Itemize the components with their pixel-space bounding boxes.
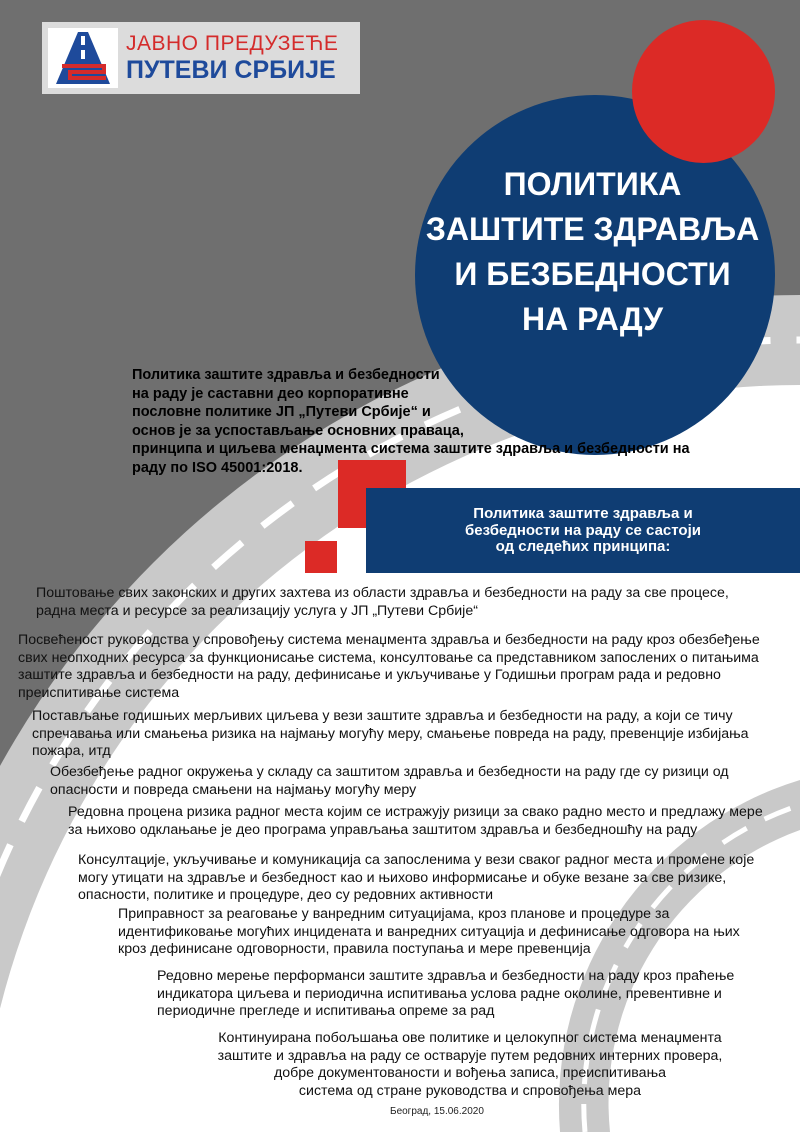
principle-line: добре документованости и вођења записа, преиспитивања <box>274 1065 666 1081</box>
principle-item-6 <box>78 852 754 905</box>
principle-line: система од стране руководства и спровођења мера <box>298 1082 642 1099</box>
banner-line: од следећих принципа: <box>495 538 671 555</box>
banner-line: Политика заштите здравља и <box>473 505 693 522</box>
principle-line: Редовна процена ризика радног места којим се истражују ризици за свако радно место и предлажу мере <box>68 804 763 820</box>
principle-line: опасности, политике и процедуре, део су редовних активности <box>78 887 494 903</box>
principle-line: за њихово одклањање је део програма управљања заштитом здравља и безбедношћу на раду <box>68 821 698 838</box>
intro-line: раду по ISO 45001:2018. <box>132 459 303 476</box>
company-logo <box>42 22 360 94</box>
principle-line: Консултације, укључивање и комуникација са запосленима у вези сваког радног места и промене које <box>78 852 755 868</box>
principle-line: заштите здравља и безбедности на раду, дефинисање и укључивање у Годишњи програм рада и редовно <box>18 667 721 683</box>
principle-line: пожара, итд <box>32 743 111 759</box>
principle-line: идентификовање могућих инцидената и ванредних ситуација и дефинисање одговора на њих <box>118 923 740 940</box>
principle-line: Посвећеност руководства у спровођењу система менаџмента здравља и безбедности на раду кроз обезбеђење <box>18 632 760 648</box>
principle-line: периодичне прегледе и испитивања опреме за рад <box>157 1003 495 1019</box>
principle-line: Постављање годишњих мерљивих циљева у вези заштите здравља и безбедности на раду, а који се тичу <box>32 708 733 724</box>
road-sign-logo-icon <box>48 28 118 88</box>
title-line: НА РАДУ <box>521 301 664 337</box>
intro-line: пословне политике ЈП „Путеви Србије“ и <box>132 404 431 420</box>
logo-line-1: ЈАВНО ПРЕДУЗЕЋЕ <box>126 32 339 55</box>
page-title <box>420 162 765 342</box>
principle-line: могу утицати на здравље и безбедност као и њихово информисање и обуке везане за све ризике, <box>78 869 727 886</box>
logo-line-2: ПУТЕВИ СРБИЈЕ <box>126 56 336 84</box>
principle-line: опасности и повреда смањени на најмању могућу меру <box>50 781 417 798</box>
intro-line: на раду је саставни део корпоративне <box>132 385 409 402</box>
principle-line: заштите и здравља на раду се остварује путем редовних интерних провера, <box>217 1047 723 1064</box>
principle-item-9 <box>210 1030 730 1100</box>
principle-line: радна места и ресурсе за реализацију услуга у ЈП „Путеви Србије“ <box>36 602 478 619</box>
intro-paragraph <box>132 366 772 477</box>
intro-line: принципа и циљева менаџмента система заштите здравља и безбедности на <box>132 441 690 457</box>
principle-line: кроз дефинисане одговорности, правила поступања и мере превенција <box>118 941 591 957</box>
principle-line: преиспитивање система <box>18 684 180 701</box>
title-line: ПОЛИТИКА <box>503 166 682 202</box>
intro-line: основ је за успостављање основних праваца, <box>132 422 464 439</box>
principle-line: Поштовање свих законских и других захтева из области здравља и безбедности на раду за све процесе, <box>36 585 729 601</box>
red-accent-circle <box>632 20 775 163</box>
principle-line: Редовно мерење перформанси заштите здравља и безбедности на раду кроз праћење <box>157 968 735 984</box>
principle-item-7 <box>118 906 740 959</box>
principles-banner <box>366 488 800 573</box>
title-line: ЗАШТИТЕ ЗДРАВЉА <box>425 211 760 247</box>
principle-item-3 <box>32 708 749 761</box>
principle-item-4 <box>50 764 729 799</box>
principle-line: индикатора циљева и периодична испитивања услова радне околине, превентивне и <box>157 985 722 1002</box>
principle-item-2 <box>18 632 760 702</box>
principle-line: свих неопходних ресурса за функционисање система, консултовање са представником запослених о питањима <box>18 649 759 666</box>
banner-line: безбедности на раду се састоји <box>465 521 701 539</box>
title-line: И БЕЗБЕДНОСТИ <box>454 256 731 292</box>
principle-line: спречавања или смањења ризика на најмању могућу меру, смањење повреда на раду, превенције избијања <box>32 725 749 742</box>
principle-item-5 <box>68 804 763 839</box>
red-square-small <box>305 541 337 573</box>
intro-line: Политика заштите здравља и безбедности <box>132 367 440 383</box>
principle-line: Континуирана побољшања ове политике и целокупног система менаџмента <box>218 1030 722 1046</box>
document-date: Београд, 15.06.2020 <box>390 1106 484 1117</box>
principle-item-8 <box>157 968 734 1021</box>
principle-item-1 <box>36 585 729 620</box>
principle-line: Приправност за реаговање у ванредним ситуацијама, кроз планове и процедуре за <box>118 906 670 922</box>
principle-line: Обезбеђење радног окружења у складу са заштитом здравља и безбедности на раду где су ризици од <box>50 764 729 780</box>
